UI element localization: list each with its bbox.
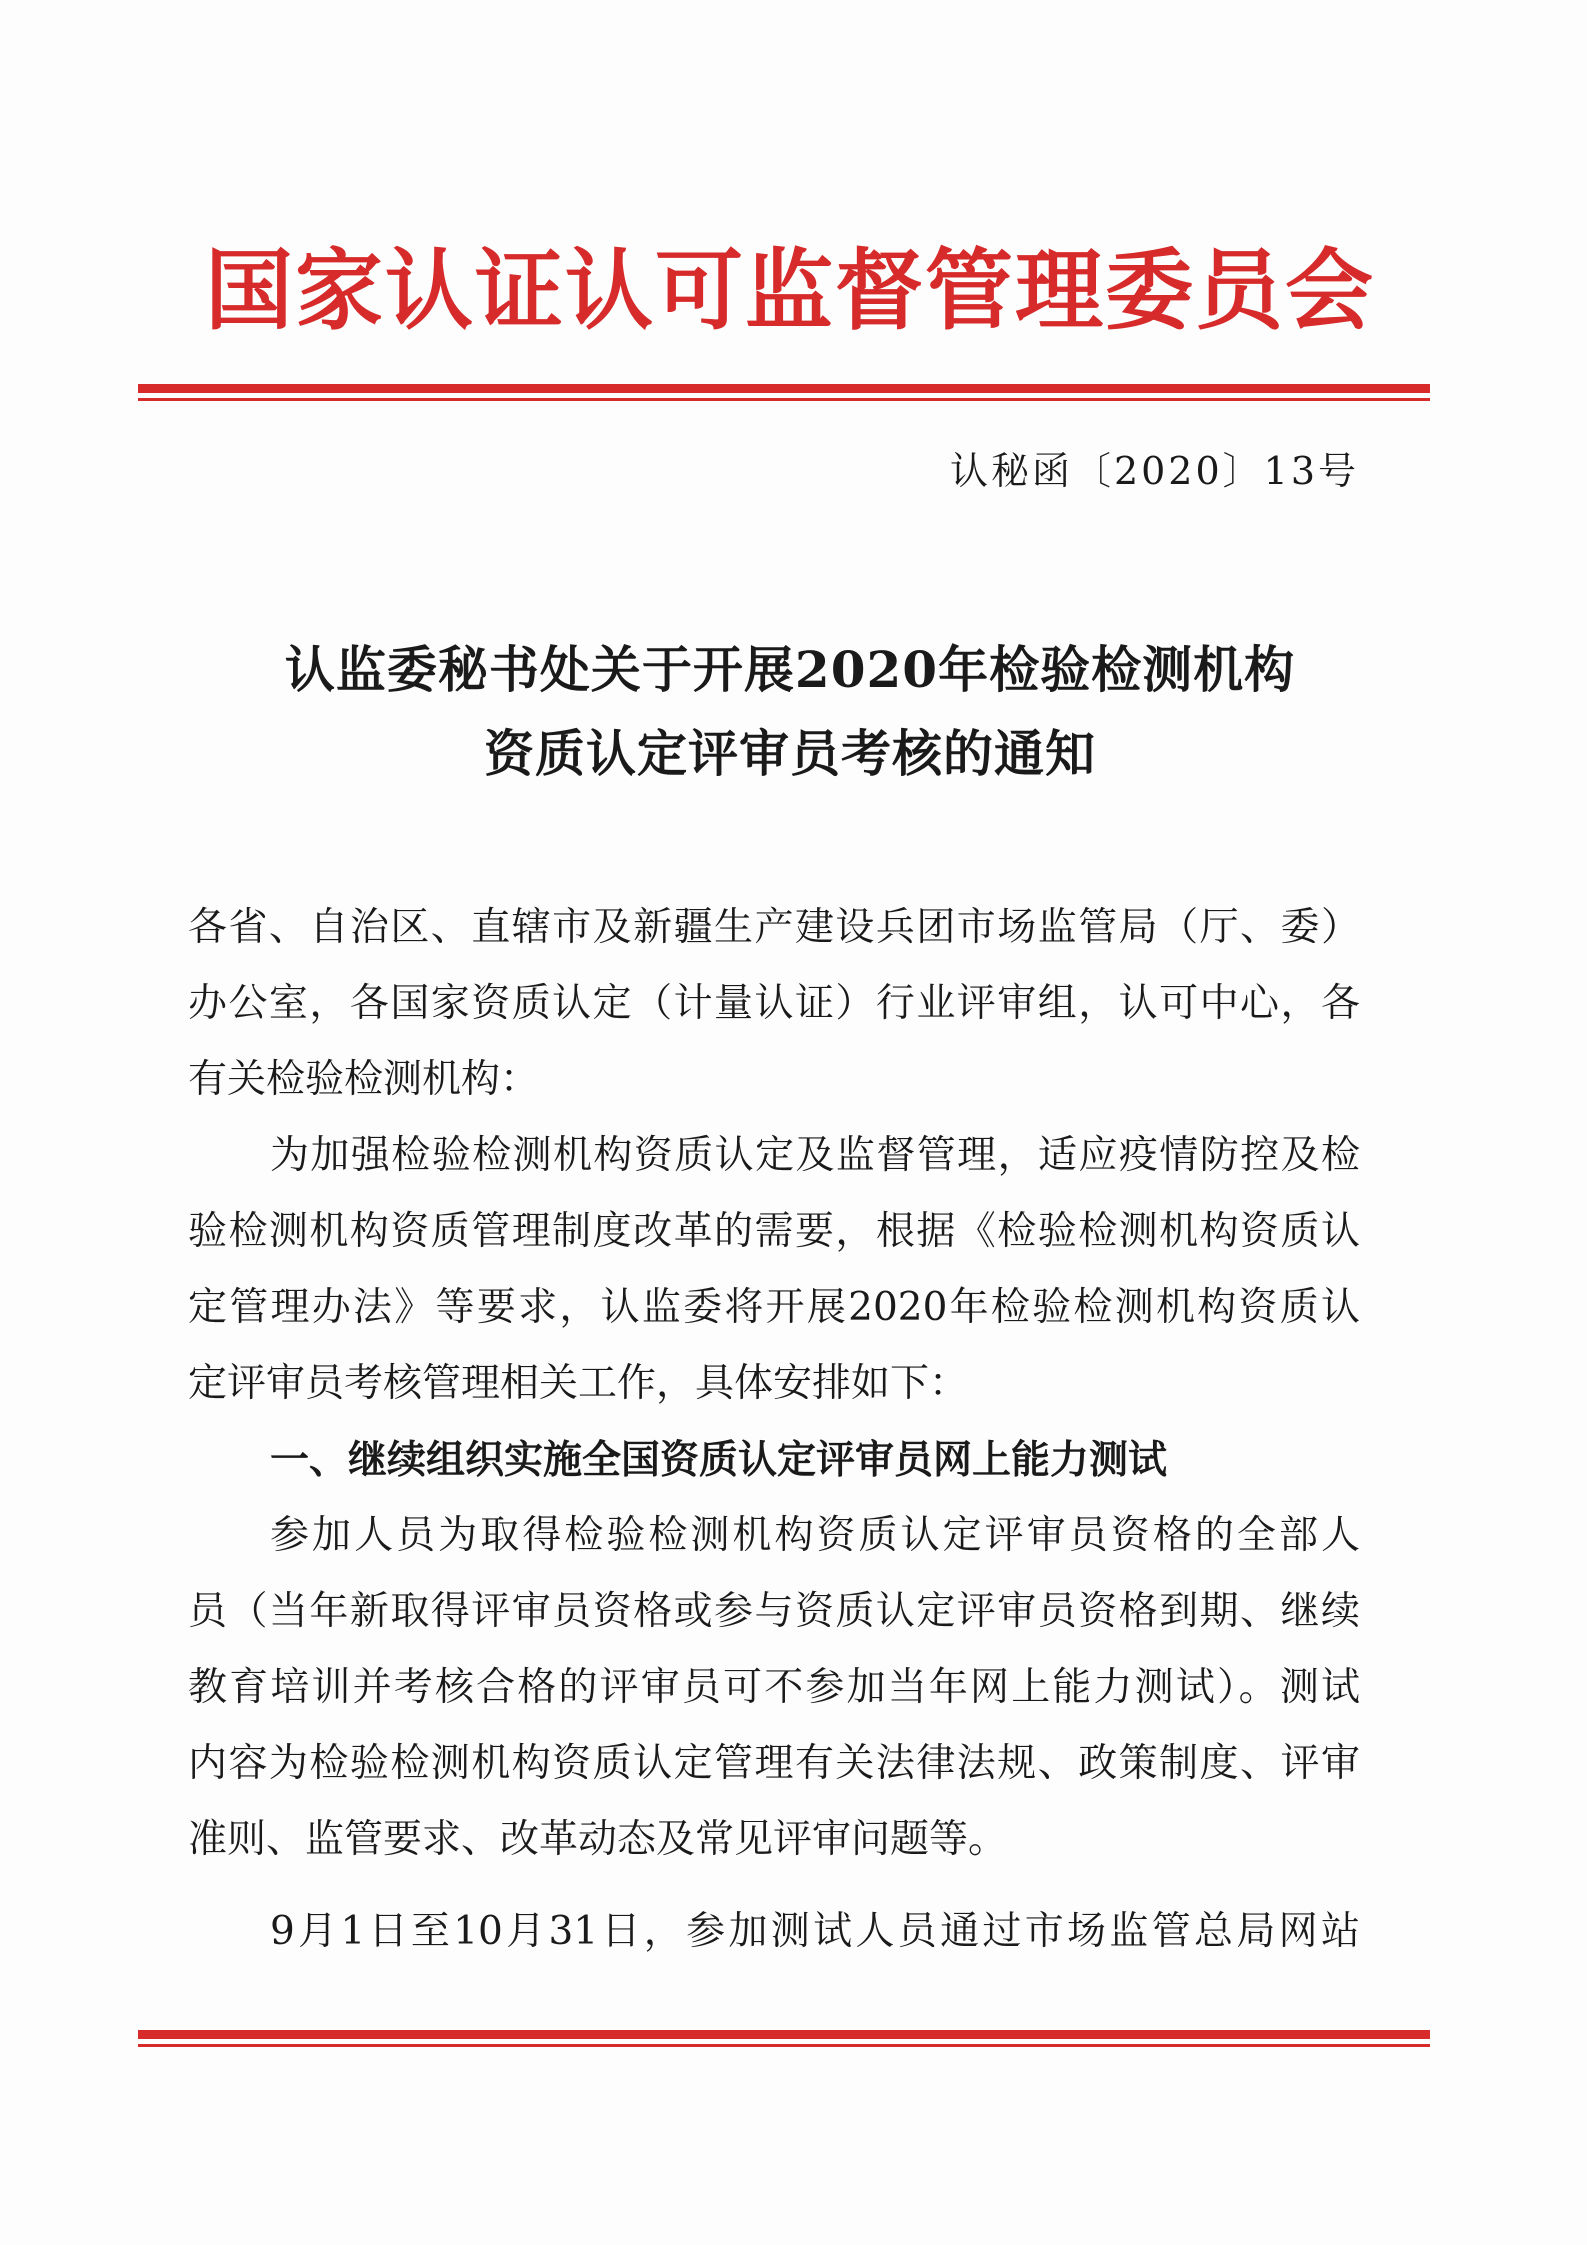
masthead-title: 国家认证认可监督管理委员会 [204,238,1375,342]
intro-line-2: 验检测机构资质管理制度改革的需要，根据《检验检测机构资质认 [188,1209,1360,1254]
red-rule-thick [138,384,1430,393]
section-1-para-1-line-3: 教育培训并考核合格的评审员可不参加当年网上能力测试）。测试 [188,1665,1360,1710]
intro-line-4: 定评审员考核管理相关工作，具体安排如下： [188,1361,969,1406]
intro-line-3: 定管理办法》等要求，认监委将开展2020年检验检测机构资质认 [188,1285,1360,1330]
section-1-para-1-line-1: 参加人员为取得检验检测机构资质认定评审员资格的全部人 [270,1513,1360,1558]
recipients-line-3: 有关检验检测机构： [188,1057,540,1102]
section-1-para-1-line-4: 内容为检验检测机构资质认定管理有关法律法规、政策制度、评审 [188,1741,1360,1786]
document-title-line-2: 资质认定评审员考核的通知 [484,724,1096,783]
document-title-line-1: 认监委秘书处关于开展2020年检验检测机构 [284,640,1296,699]
section-1-para-2-line-1: 9月1日至10月31日，参加测试人员通过市场监管总局网站 [270,1909,1360,1954]
red-rule-thin [138,398,1430,401]
document-number: 认秘函〔2020〕13号 [949,449,1359,493]
section-1-para-1-line-5: 准则、监管要求、改革动态及常见评审问题等。 [188,1817,1008,1862]
recipients-line-1: 各省、自治区、直辖市及新疆生产建设兵团市场监管局（厅、委） [188,905,1360,950]
footer-rule-thin [138,2044,1430,2047]
intro-line-1: 为加强检验检测机构资质认定及监督管理，适应疫情防控及检 [270,1133,1360,1178]
recipients-line-2: 办公室，各国家资质认定（计量认证）行业评审组，认可中心，各 [188,981,1360,1026]
section-1-para-1-line-2: 员（当年新取得评审员资格或参与资质认定评审员资格到期、继续 [188,1589,1360,1634]
section-1-heading: 一、继续组织实施全国资质认定评审员网上能力测试 [270,1437,1168,1483]
footer-rule-thick [138,2030,1430,2039]
